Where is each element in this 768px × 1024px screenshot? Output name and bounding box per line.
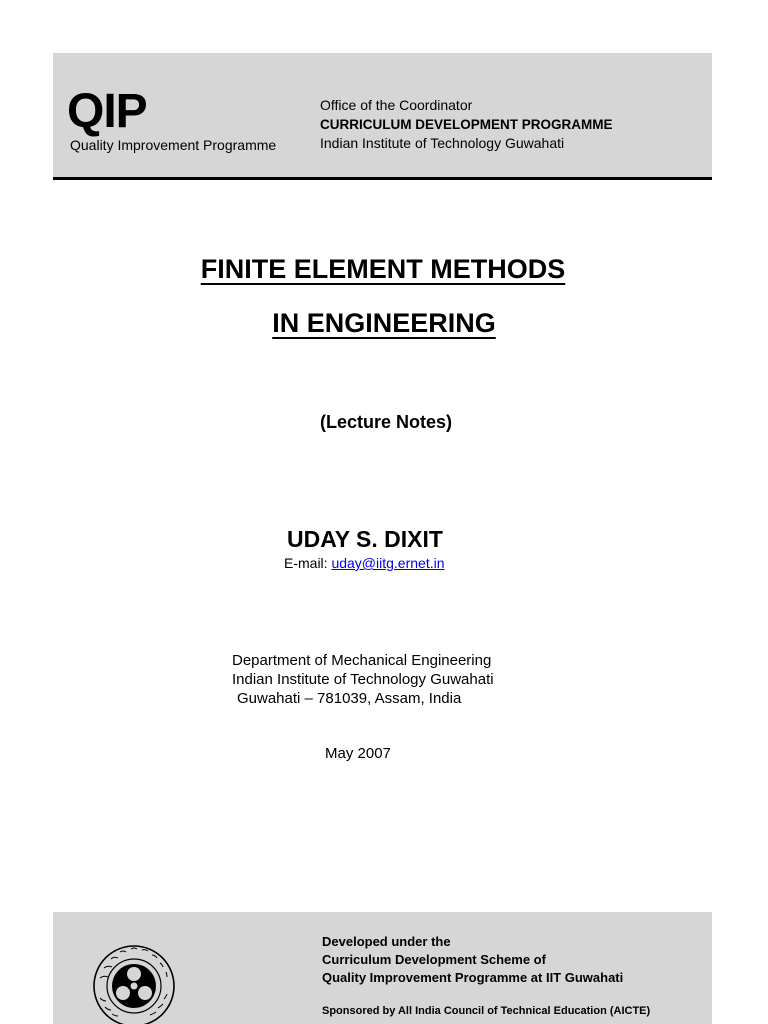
footer-line-1: Developed under the — [322, 934, 451, 949]
author-name: UDAY S. DIXIT — [287, 526, 443, 552]
qip-logo: QIP — [67, 85, 147, 138]
header-rule — [53, 177, 712, 180]
institute-line: Indian Institute of Technology Guwahati — [232, 671, 494, 688]
header-office-block — [320, 96, 613, 153]
programme-line: CURRICULUM DEVELOPMENT PROGRAMME — [320, 117, 613, 132]
document-title-line-2: IN ENGINEERING — [272, 308, 496, 338]
publication-date: May 2007 — [325, 745, 391, 762]
affiliation-block — [232, 651, 494, 708]
qip-tagline: Quality Improvement Programme — [70, 137, 277, 153]
footer-line-3: Quality Improvement Programme at IIT Guwahati — [322, 970, 624, 985]
department-line: Department of Mechanical Engineering — [232, 652, 492, 669]
footer-text-block — [322, 933, 623, 987]
document-title-line-1: FINITE ELEMENT METHODS — [200, 254, 566, 284]
sponsor-line: Sponsored by All India Council of Technical Education (AICTE) — [322, 1005, 651, 1017]
email-link[interactable]: uday@iitg.ernet.in — [331, 555, 445, 571]
email-label: E-mail: — [284, 555, 332, 571]
footer-line-2: Curriculum Development Scheme of — [322, 952, 546, 967]
email-row — [284, 556, 445, 570]
office-line: Office of the Coordinator — [320, 97, 473, 113]
address-line: Guwahati – 781039, Assam, India — [237, 690, 462, 707]
iit-guwahati-emblem-icon — [78, 930, 190, 1024]
institute-line: Indian Institute of Technology Guwahati — [320, 135, 565, 151]
document-subtitle: (Lecture Notes) — [320, 412, 453, 432]
